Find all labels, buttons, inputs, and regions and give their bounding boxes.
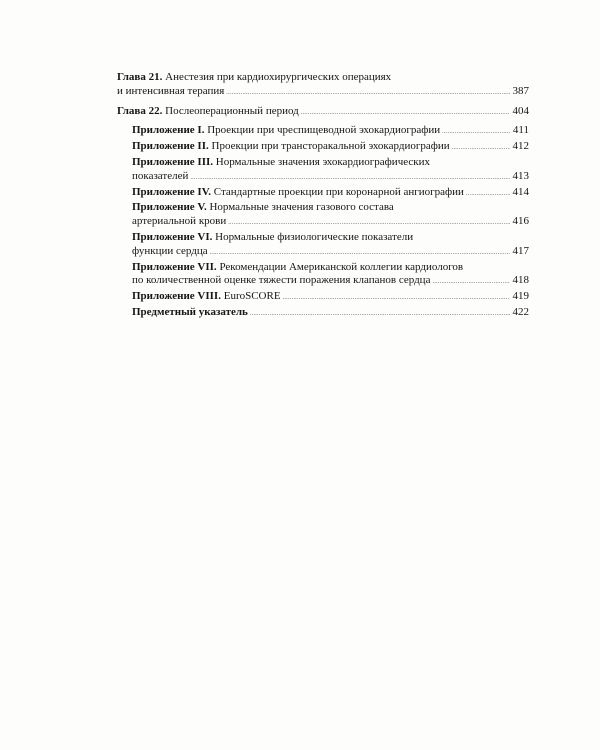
toc-entry-text — [132, 124, 440, 138]
toc-entry-appendix-6 — [117, 231, 529, 261]
dot-leader — [452, 140, 510, 156]
toc-entry-title: Послеоперационный период — [165, 104, 299, 117]
toc-entry-chapter-22 — [117, 105, 529, 121]
toc-entry-text — [132, 306, 248, 320]
toc-entry-title-continued: артериальной крови — [132, 215, 227, 228]
toc-entry-title-continued: по количественной оценке тяжести поражения клапанов сердца — [132, 274, 431, 287]
toc-entry-line — [132, 261, 529, 275]
toc-entry-row — [117, 85, 529, 101]
toc-entry-title: Нормальные физиологические показатели — [215, 230, 414, 243]
toc-entry-row — [132, 186, 529, 202]
toc-entry-title: Стандартные проекции при коронарной ангиографии — [213, 185, 464, 198]
toc-page-number: 418 — [512, 274, 529, 287]
toc-entry-label: Приложение IV. — [132, 185, 211, 198]
toc-entry-text — [132, 140, 450, 154]
table-of-contents — [117, 71, 529, 322]
toc-entry-appendix-3 — [117, 156, 529, 186]
toc-entry-text — [132, 186, 464, 200]
toc-entry-label: Глава 21. — [117, 71, 163, 83]
toc-entry-label: Предметный указатель — [132, 305, 248, 318]
toc-entry-title: EuroSCORE — [223, 290, 281, 303]
dot-leader — [250, 306, 510, 322]
toc-entry-appendix-5 — [117, 201, 529, 231]
toc-entry-line — [117, 71, 529, 85]
toc-entry-row — [132, 170, 529, 186]
toc-entry-row — [132, 274, 529, 290]
dot-leader — [226, 85, 509, 101]
toc-entry-line — [132, 201, 529, 215]
dot-leader — [432, 274, 509, 290]
toc-page-number: 414 — [512, 185, 529, 198]
toc-page-number: 416 — [512, 215, 529, 228]
dot-leader — [301, 105, 510, 121]
toc-entry-appendix-1 — [117, 124, 529, 140]
toc-entry-appendix-2 — [117, 140, 529, 156]
toc-entry-appendix-4 — [117, 186, 529, 202]
toc-entry-label: Приложение VII. — [132, 260, 217, 273]
toc-entry-appendix-7 — [117, 261, 529, 291]
dot-leader — [466, 186, 510, 202]
toc-page-number: 387 — [512, 84, 529, 97]
toc-entry-row — [117, 105, 529, 121]
toc-entry-label: Приложение VI. — [132, 230, 213, 243]
toc-entry-index — [117, 306, 529, 322]
toc-entry-row — [132, 245, 529, 261]
toc-page-number: 412 — [512, 140, 529, 153]
toc-page-number: 422 — [512, 305, 529, 318]
toc-entry-title-continued: показателей — [132, 169, 189, 182]
toc-entry-title: Проекции при чреспищеводной эхокардиографии — [207, 124, 441, 137]
toc-entry-row — [132, 215, 529, 231]
toc-entry-title-continued: и интенсивная терапия — [117, 84, 225, 97]
toc-entry-line — [132, 231, 529, 245]
dot-leader — [442, 124, 510, 140]
toc-page-number: 404 — [512, 104, 529, 117]
toc-entry-title: Нормальные значения эхокардиографических — [215, 155, 430, 168]
toc-entry-title-continued: функции сердца — [132, 244, 208, 257]
toc-entry-label: Приложение III. — [132, 155, 214, 168]
toc-entry-title: Нормальные значения газового состава — [209, 201, 394, 214]
toc-entry-title: Анестезия при кардиохирургических операциях — [165, 71, 392, 83]
toc-entry-text — [132, 290, 281, 304]
toc-entry-row — [132, 124, 529, 140]
toc-page-number: 417 — [512, 244, 529, 257]
toc-entry-label: Приложение II. — [132, 140, 209, 153]
toc-entry-title: Рекомендации Американской коллегии кардиологов — [219, 260, 464, 273]
dot-leader — [190, 170, 509, 186]
toc-entry-line — [132, 156, 529, 170]
toc-entry-row — [132, 140, 529, 156]
toc-page-number: 419 — [512, 290, 529, 303]
dot-leader — [283, 290, 510, 306]
toc-entry-chapter-21 — [117, 71, 529, 101]
toc-entry-row — [132, 290, 529, 306]
toc-page-number: 411 — [512, 124, 529, 137]
toc-entry-label: Глава 22. — [117, 104, 163, 117]
toc-entry-title: Проекции при трансторакальной эхокардиографии — [211, 140, 450, 153]
toc-page-number: 413 — [512, 169, 529, 182]
toc-entry-text — [117, 105, 299, 119]
toc-entry-row — [132, 306, 529, 322]
dot-leader — [210, 245, 510, 261]
toc-entry-label: Приложение VIII. — [132, 290, 221, 303]
dot-leader — [228, 215, 509, 231]
toc-entry-label: Приложение I. — [132, 124, 205, 137]
toc-entry-label: Приложение V. — [132, 201, 207, 214]
toc-entry-appendix-8 — [117, 290, 529, 306]
